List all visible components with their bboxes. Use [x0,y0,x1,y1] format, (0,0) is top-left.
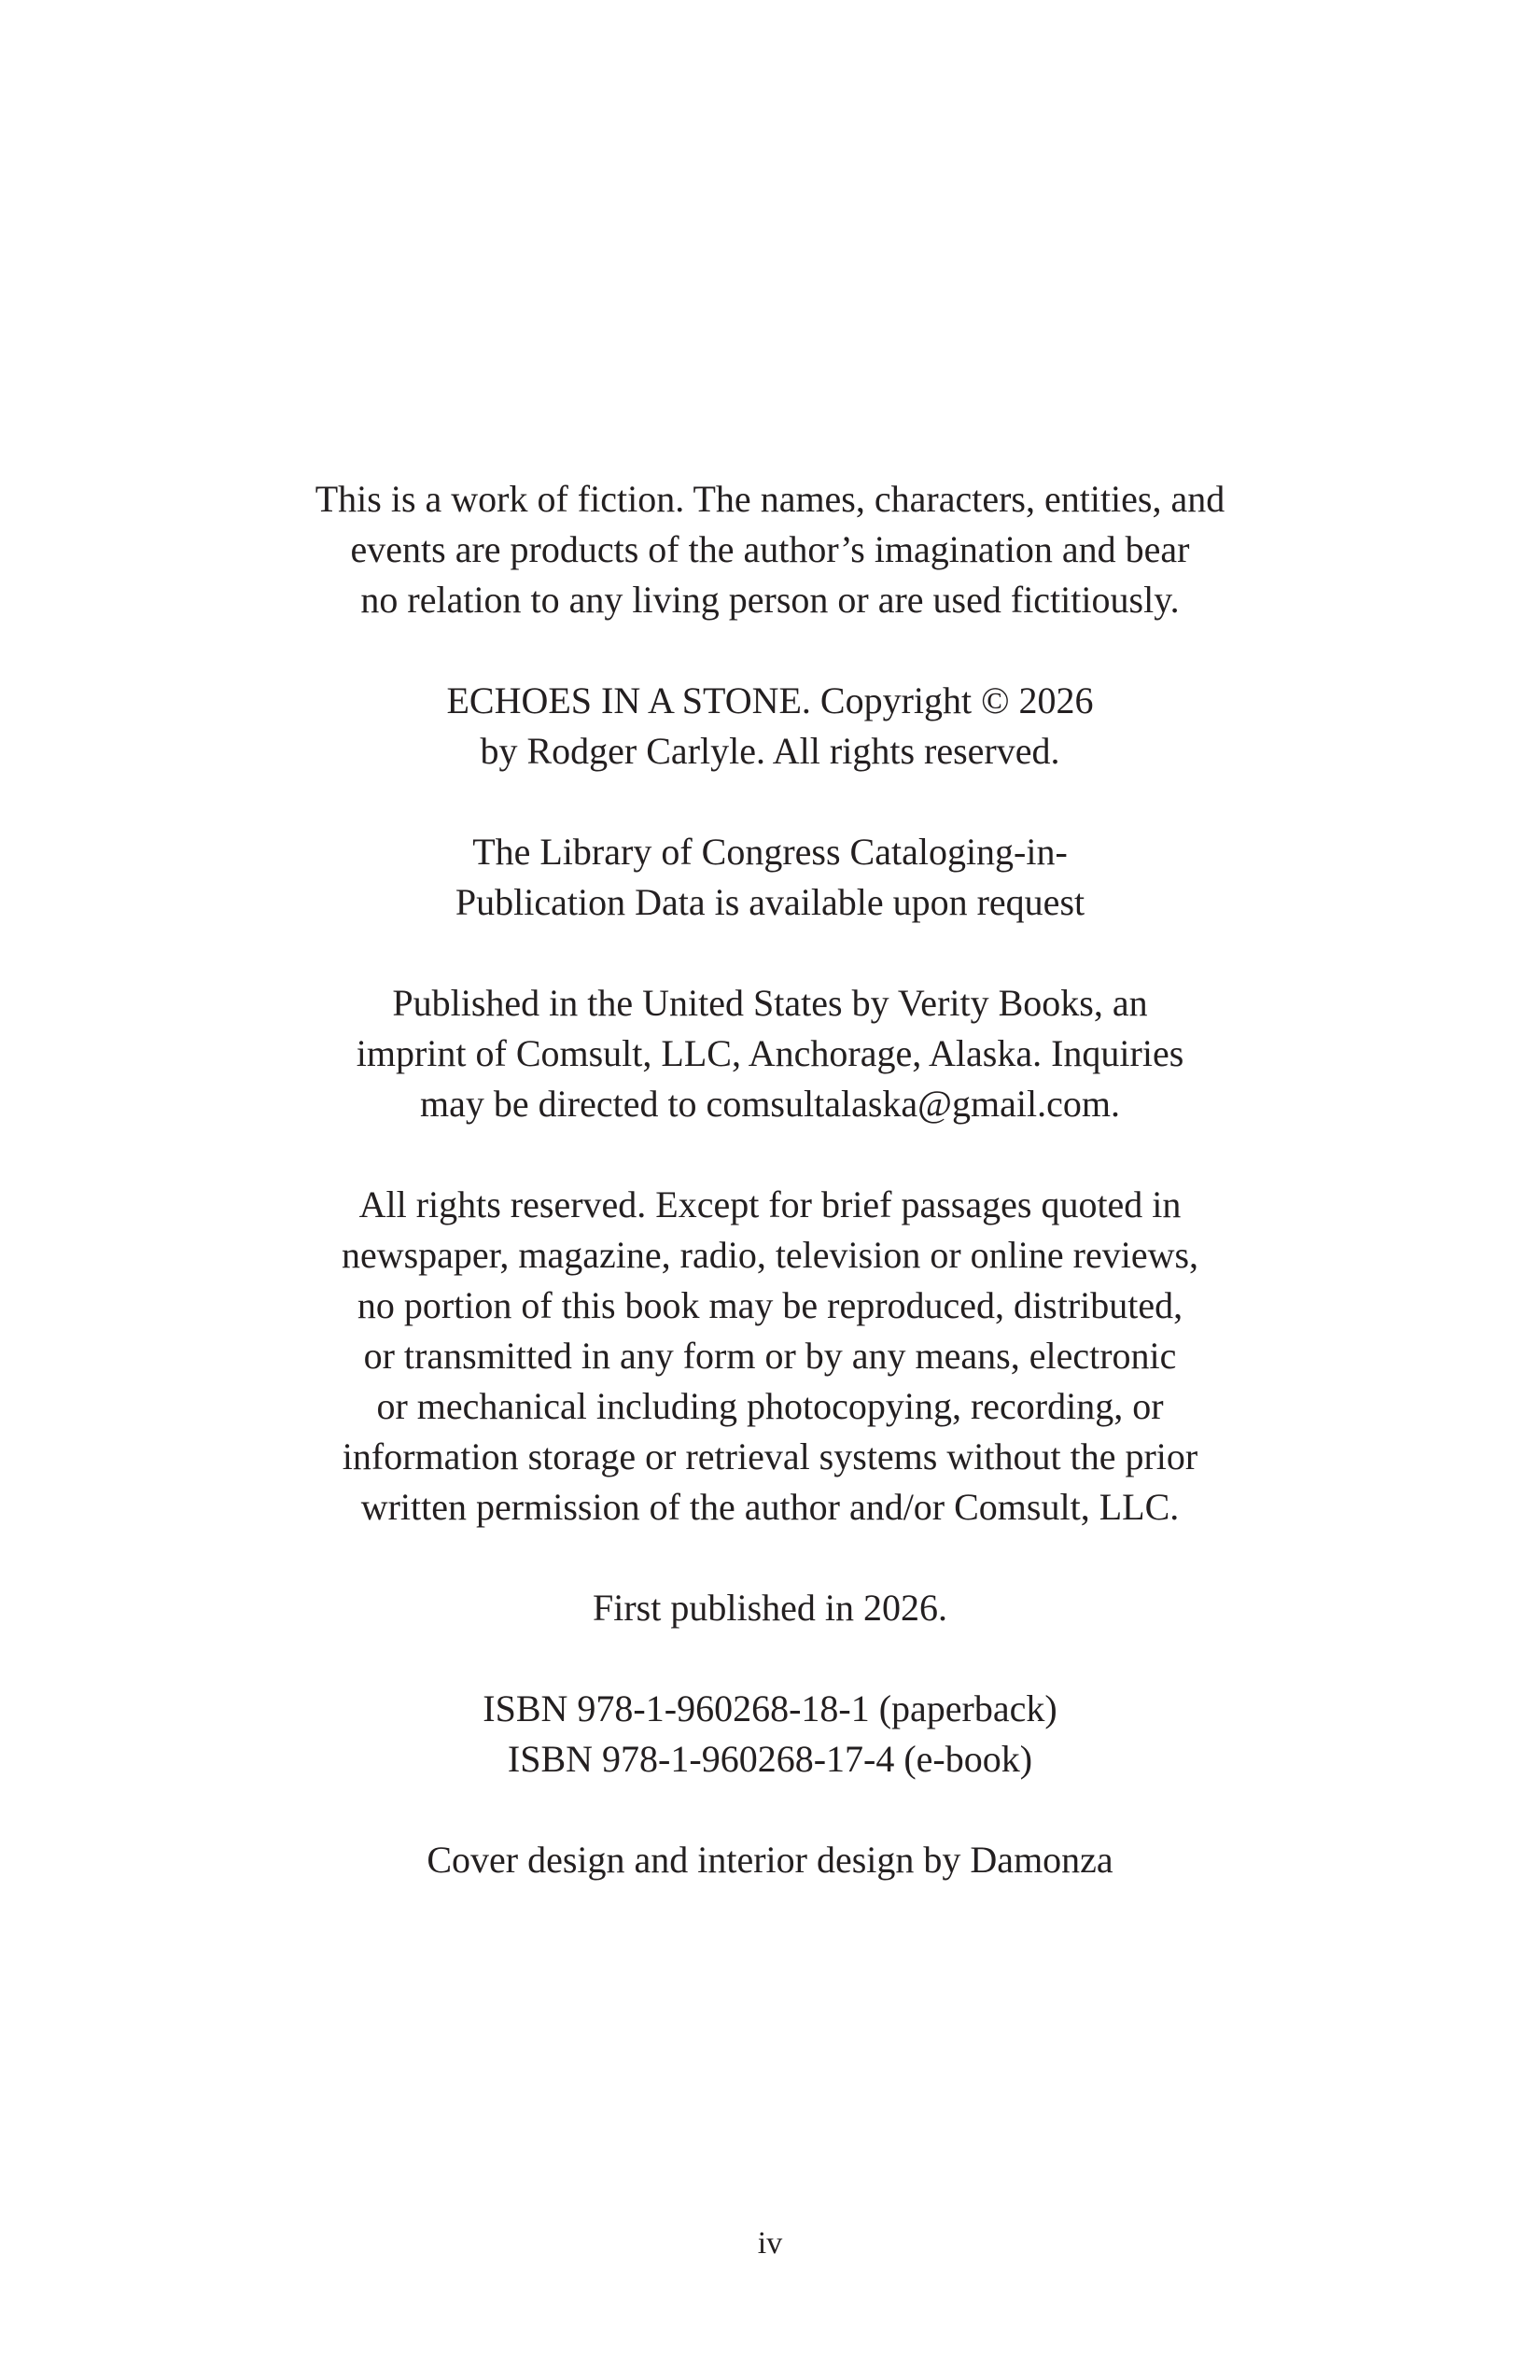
rights-line: no portion of this book may be reproduced, distributed, [357,1284,1183,1326]
copyright-page-content [252,474,1288,1936]
library-of-congress-line: Publication Data is available upon request [455,881,1085,923]
design-credit-line: Cover design and interior design by Damonza [427,1839,1113,1881]
library-of-congress-notice [252,827,1288,928]
isbn-list [252,1684,1288,1785]
fiction-notice [252,474,1288,625]
rights-line: written permission of the author and/or Comsult, LLC. [360,1486,1180,1528]
publisher-line: may be directed to comsultalaska@gmail.com. [420,1083,1120,1125]
rights-line: information storage or retrieval systems without the prior [342,1435,1198,1477]
publisher-line: imprint of Comsult, LLC, Anchorage, Alaska. Inquiries [356,1032,1184,1074]
first-published [252,1583,1288,1633]
library-of-congress-line: The Library of Congress Cataloging-in- [472,831,1068,873]
publisher-line: Published in the United States by Verity Books, an [392,982,1148,1024]
fiction-notice-line: no relation to any living person or are used fictitiously. [360,579,1180,621]
first-published-line: First published in 2026. [592,1587,948,1629]
copyright-statement [252,676,1288,777]
isbn-paperback: ISBN 978-1-960268-18-1 (paperback) [483,1687,1057,1729]
fiction-notice-line: events are products of the author’s imagination and bear [350,528,1190,570]
rights-line: or mechanical including photocopying, recording, or [376,1385,1164,1427]
publisher-info [252,978,1288,1129]
rights-line: or transmitted in any form or by any means, electronic [363,1335,1177,1377]
page-number: iv [757,2226,783,2261]
design-credit [252,1835,1288,1885]
rights-reserved-notice [252,1180,1288,1533]
copyright-line: by Rodger Carlyle. All rights reserved. [480,730,1060,772]
rights-line: newspaper, magazine, radio, television or online reviews, [341,1234,1199,1276]
copyright-line: ECHOES IN A STONE. Copyright © 2026 [446,679,1094,721]
rights-line: All rights reserved. Except for brief passages quoted in [358,1183,1182,1225]
isbn-ebook: ISBN 978-1-960268-17-4 (e-book) [507,1738,1033,1780]
fiction-notice-line: This is a work of fiction. The names, characters, entities, and [315,478,1225,520]
